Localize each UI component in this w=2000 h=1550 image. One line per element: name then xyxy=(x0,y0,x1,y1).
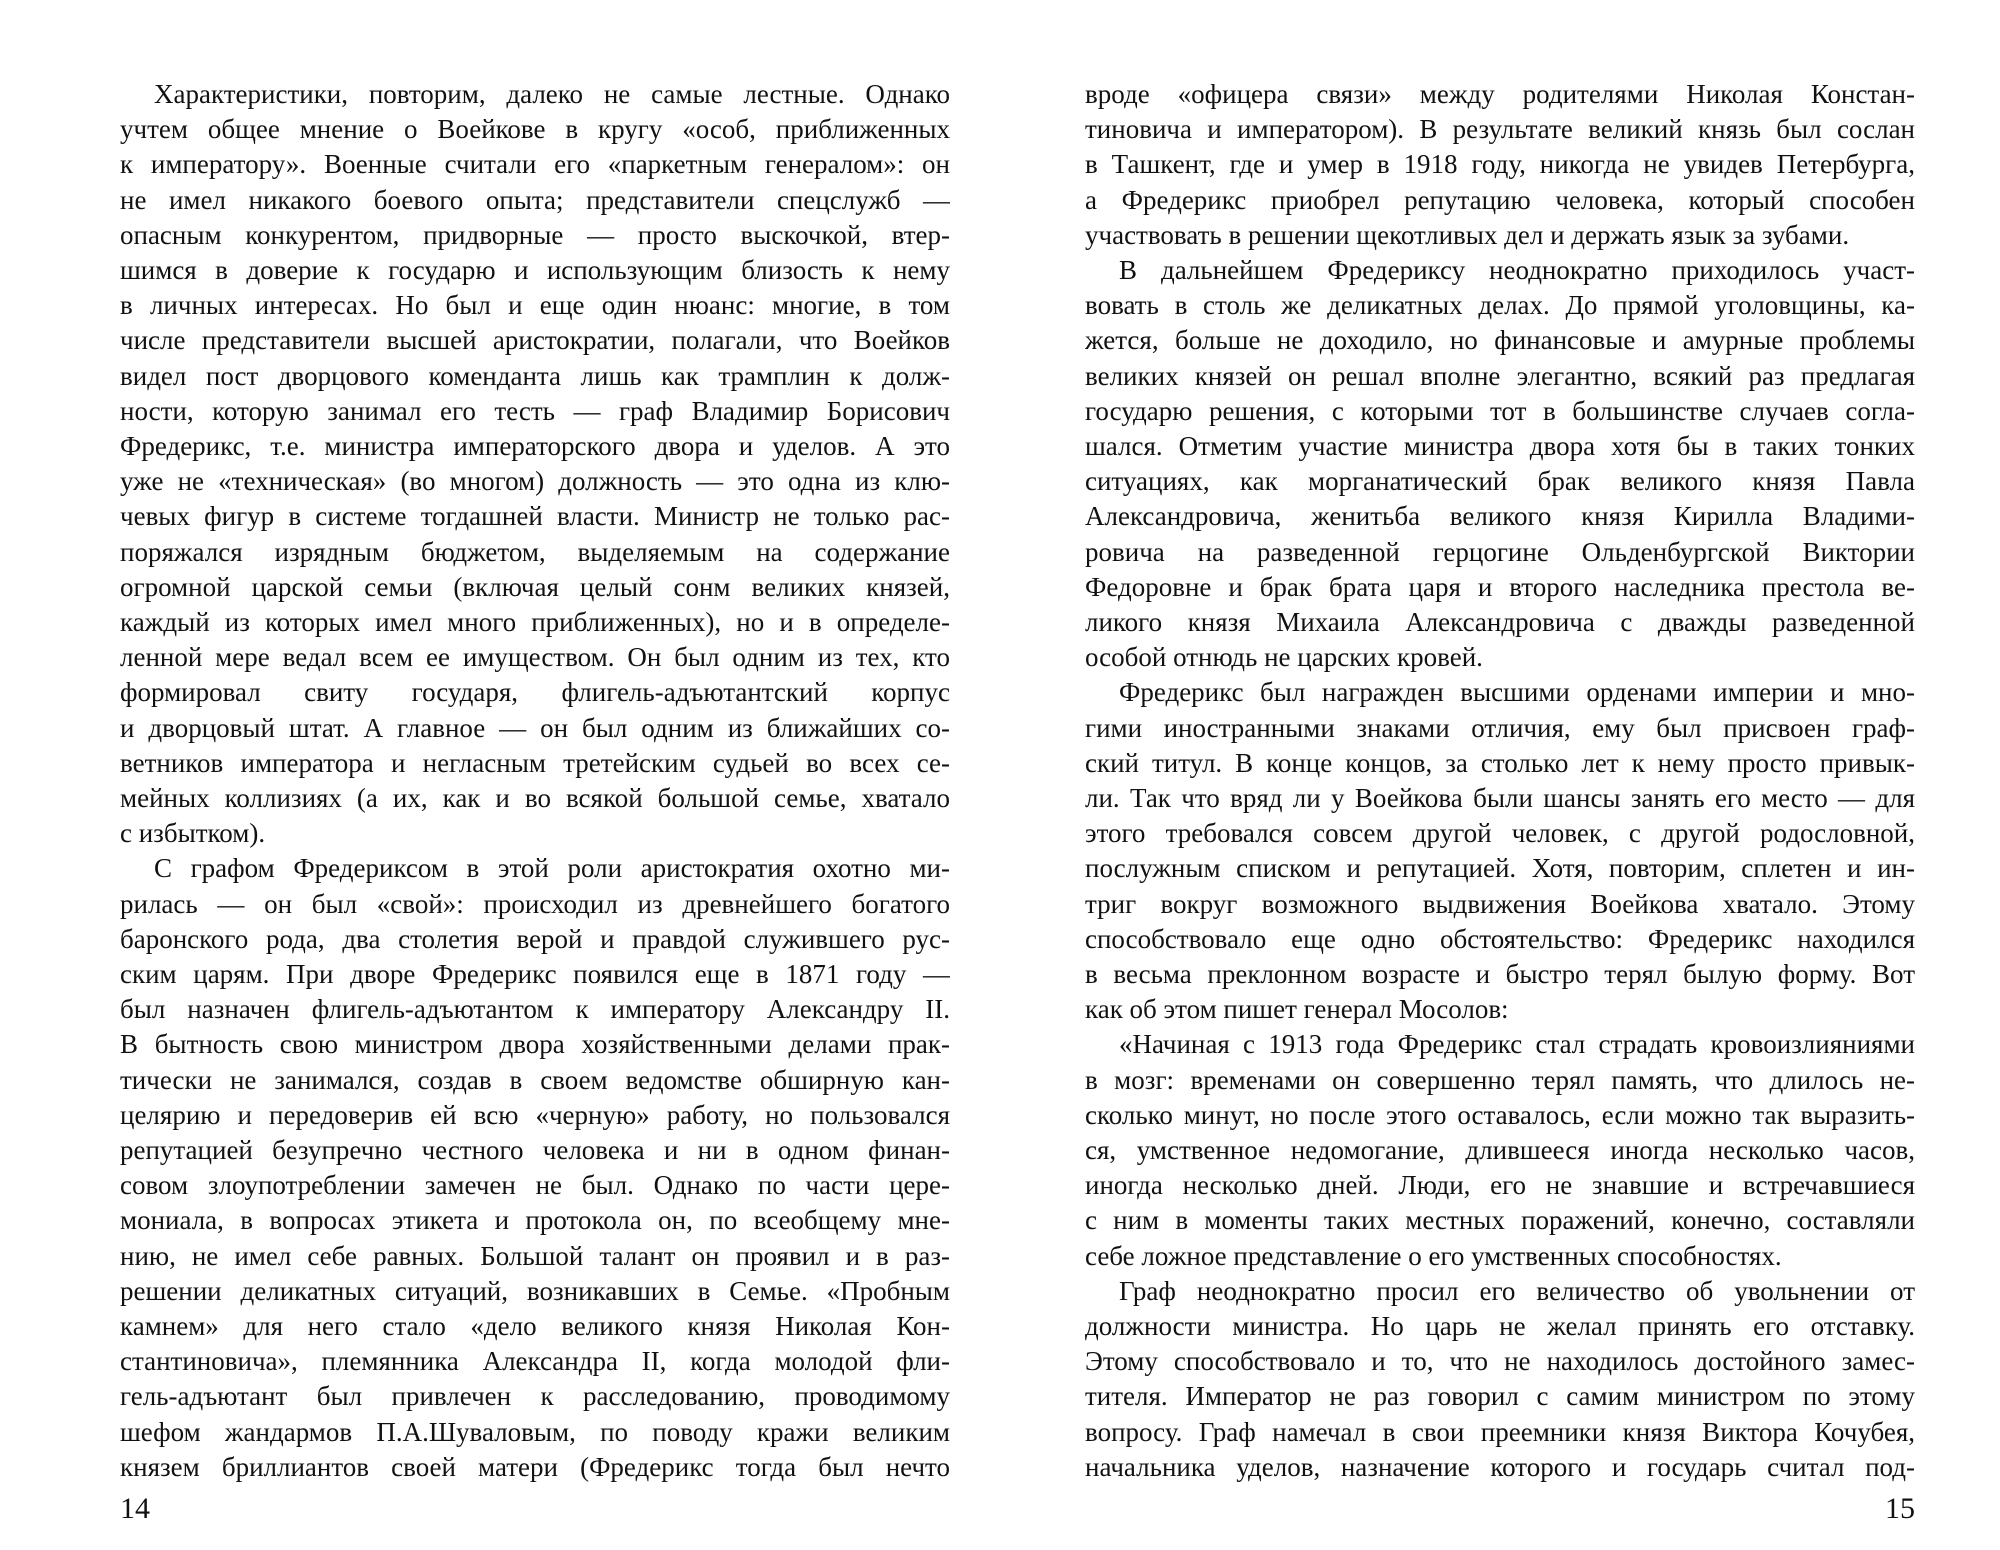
left-page xyxy=(120,76,950,1525)
text-line: «Начиная с 1913 года Фредерикс стал страдать кровоизлияниями xyxy=(1119,1029,1915,1060)
text-line: был назначен флигель-адъютантом к императору Александру II. xyxy=(120,994,950,1025)
text-line: государю решения, с которыми тот в большинстве случаев согла- xyxy=(1085,395,1915,426)
text-line: формировал свиту государя, флигель-адъютантский корпус xyxy=(120,677,950,708)
text-line: Этому способствовало и то, что не находилось достойного замес- xyxy=(1085,1346,1915,1377)
text-line: Фредерикс был награжден высшими орденами империи и мно- xyxy=(1119,677,1915,708)
text-line: не имел никакого боевого опыта; представители спецслужб — xyxy=(120,184,950,215)
text-line: ся, умственное недомогание, длившееся иногда несколько часов, xyxy=(1085,1135,1915,1165)
text-line: видел пост дворцового коменданта лишь как трамплин к долж- xyxy=(120,360,950,391)
text-line: князем бриллиантов своей матери (Фредерикс тогда был нечто xyxy=(120,1451,950,1482)
text-line: тиновича и императором). В результате великий князь был сослан xyxy=(1085,114,1915,145)
text-line: триг вокруг возможного выдвижения Воейкова хватало. Этому xyxy=(1085,888,1915,919)
text-line: сколько минут, но после этого оставалось, если можно так выразить- xyxy=(1085,1099,1915,1130)
text-line: Характеристики, повторим, далеко не самые лестные. Однако xyxy=(154,79,950,109)
text-line: ленной мере ведал всем ее имуществом. Он был одним из тех, кто xyxy=(120,642,950,673)
text-line: в весьма преклонном возрасте и быстро терял былую форму. Вот xyxy=(1085,959,1915,989)
text-line: способствовало еще одно обстоятельство: Фредерикс находился xyxy=(1085,923,1915,954)
text-line: жется, больше не доходило, но финансовые и амурные проблемы xyxy=(1085,325,1915,356)
text-line: ликого князя Михаила Александровича с дважды разведенной xyxy=(1085,607,1915,637)
text-line: Федоровне и брак брата царя и второго наследника престола ве- xyxy=(1085,571,1915,602)
text-line: огромной царской семьи (включая целый сонм великих князей, xyxy=(120,571,950,602)
text-line: В дальнейшем Фредериксу неоднократно приходилось участ- xyxy=(1119,255,1915,285)
text-line: решении деликатных ситуаций, возникавших в Семье. «Пробным xyxy=(120,1275,950,1306)
text-line: и дворцовый штат. А главное — он был одним из ближайших со- xyxy=(120,712,950,743)
text-line: в Ташкент, где и умер в 1918 году, никогда не увидев Петербурга, xyxy=(1085,149,1915,180)
text-line: этого требовался совсем другой человек, с другой родословной, xyxy=(1085,818,1915,849)
text-line: каждый из которых имел много приближенных), но и в определе- xyxy=(120,607,950,637)
text-line: совом злоупотреблении замечен не был. Однако по части цере- xyxy=(120,1170,950,1201)
right-page-number: 15 xyxy=(1885,1492,1915,1525)
text-line: С графом Фредериксом в этой роли аристократия охотно ми- xyxy=(154,853,950,884)
text-line: чевых фигур в системе тогдашней власти. Министр не только рас- xyxy=(120,501,950,532)
text-line: ским царям. При дворе Фредерикс появился еще в 1871 году — xyxy=(120,959,950,989)
text-line: рилась — он был «свой»: происходил из древнейшего богатого xyxy=(120,888,950,919)
text-line: мейных коллизиях (а их, как и во всякой большой семье, хватало xyxy=(120,783,950,813)
text-line: поряжался изрядным бюджетом, выделяемым на содержание xyxy=(120,536,950,567)
text-line: шефом жандармов П.А.Шуваловым, по поводу кражи великим xyxy=(120,1416,950,1447)
text-line: камнем» для него стало «дело великого князя Николая Кон- xyxy=(120,1311,950,1341)
text-line: ности, которую занимал его тесть — граф Владимир Борисович xyxy=(120,395,950,426)
text-line: а Фредерикс приобрел репутацию человека, который способен xyxy=(1085,184,1915,215)
text-line: Граф неоднократно просил его величество об увольнении от xyxy=(1119,1275,1915,1306)
text-line: себе ложное представление о его умственных способностях. xyxy=(1085,1240,1782,1271)
text-line: ситуациях, как морганатический брак великого князя Павла xyxy=(1085,466,1915,497)
text-line: участвовать в решении щекотливых дел и держать язык за зубами. xyxy=(1085,219,1850,250)
text-line: Фредерикс, т.е. министра императорского двора и уделов. А это xyxy=(120,431,950,461)
text-line: в личных интересах. Но был и еще один нюанс: многие, в том xyxy=(120,290,950,321)
text-line: тически не занимался, создав в своем ведомстве обширную кан- xyxy=(120,1064,950,1095)
text-line: учтем общее мнение о Воейкове в кругу «особ, приближенных xyxy=(120,114,950,145)
text-line: ветников императора и негласным третейским судьей во всех се- xyxy=(120,747,950,778)
text-line: Александровича, женитьба великого князя Кирилла Владими- xyxy=(1085,501,1915,532)
text-line: как об этом пишет генерал Мосолов: xyxy=(1085,994,1509,1025)
text-line: В бытность свою министром двора хозяйственными делами прак- xyxy=(120,1029,950,1060)
left-page-number: 14 xyxy=(120,1492,150,1525)
text-line: ский титул. В конце концов, за столько лет к нему просто привык- xyxy=(1085,747,1915,778)
text-line: гими иностранными знаками отличия, ему был присвоен граф- xyxy=(1085,712,1915,743)
text-line: гель-адъютант был привлечен к расследованию, проводимому xyxy=(120,1381,950,1412)
text-line: тителя. Император не раз говорил с самим министром по этому xyxy=(1085,1381,1915,1412)
right-page xyxy=(1085,76,1915,1525)
text-line: ровича на разведенной герцогине Ольденбургской Виктории xyxy=(1085,536,1915,567)
text-line: иногда несколько дней. Люди, его не знавшие и встречавшиеся xyxy=(1085,1170,1915,1201)
text-line: баронского рода, два столетия верой и правдой служившего рус- xyxy=(120,923,950,954)
text-line: стантиновича», племянника Александра II, когда молодой фли- xyxy=(120,1346,950,1377)
text-line: опасным конкурентом, придворные — просто выскочкой, втер- xyxy=(120,219,950,250)
text-line: к императору». Военные считали его «паркетным генералом»: он xyxy=(120,149,950,180)
text-line: вовать в столь же деликатных делах. До прямой уголовщины, ка- xyxy=(1085,290,1915,321)
text-line: в мозг: временами он совершенно терял память, что длилось не- xyxy=(1085,1064,1915,1095)
text-line: вопросу. Граф намечал в свои преемники князя Виктора Кочубея, xyxy=(1085,1416,1915,1447)
text-line: мониала, в вопросах этикета и протокола он, по всеобщему мне- xyxy=(120,1205,950,1236)
text-line: великих князей он решал вполне элегантно, всякий раз предлагая xyxy=(1085,360,1915,391)
text-line: уже не «техническая» (во многом) должность — это одна из клю- xyxy=(120,466,950,497)
text-line: должности министра. Но царь не желал принять его отставку. xyxy=(1085,1311,1915,1341)
text-line: числе представители высшей аристократии, полагали, что Воейков xyxy=(120,325,950,356)
text-line: особой отнюдь не царских кровей. xyxy=(1085,642,1483,673)
text-line: шимся в доверие к государю и использующим близость к нему xyxy=(120,255,950,285)
text-line: шался. Отметим участие министра двора хотя бы в таких тонких xyxy=(1085,431,1915,461)
text-line: с ним в моменты таких местных поражений, конечно, составляли xyxy=(1085,1205,1915,1236)
text-line: целярию и передоверив ей всю «черную» работу, но пользовался xyxy=(120,1099,950,1130)
text-line: нию, не имел себе равных. Большой талант он проявил и в раз- xyxy=(120,1240,950,1271)
text-line: ли. Так что вряд ли у Воейкова были шансы занять его место — для xyxy=(1085,783,1915,813)
text-line: вроде «офицера связи» между родителями Николая Констан- xyxy=(1085,79,1915,109)
text-line: с избытком). xyxy=(120,818,266,849)
text-line: начальника уделов, назначение которого и государь считал под- xyxy=(1085,1451,1915,1482)
text-line: репутацией безупречно честного человека и ни в одном финан- xyxy=(120,1135,950,1165)
text-line: послужным списком и репутацией. Хотя, повторим, сплетен и ин- xyxy=(1085,853,1915,884)
